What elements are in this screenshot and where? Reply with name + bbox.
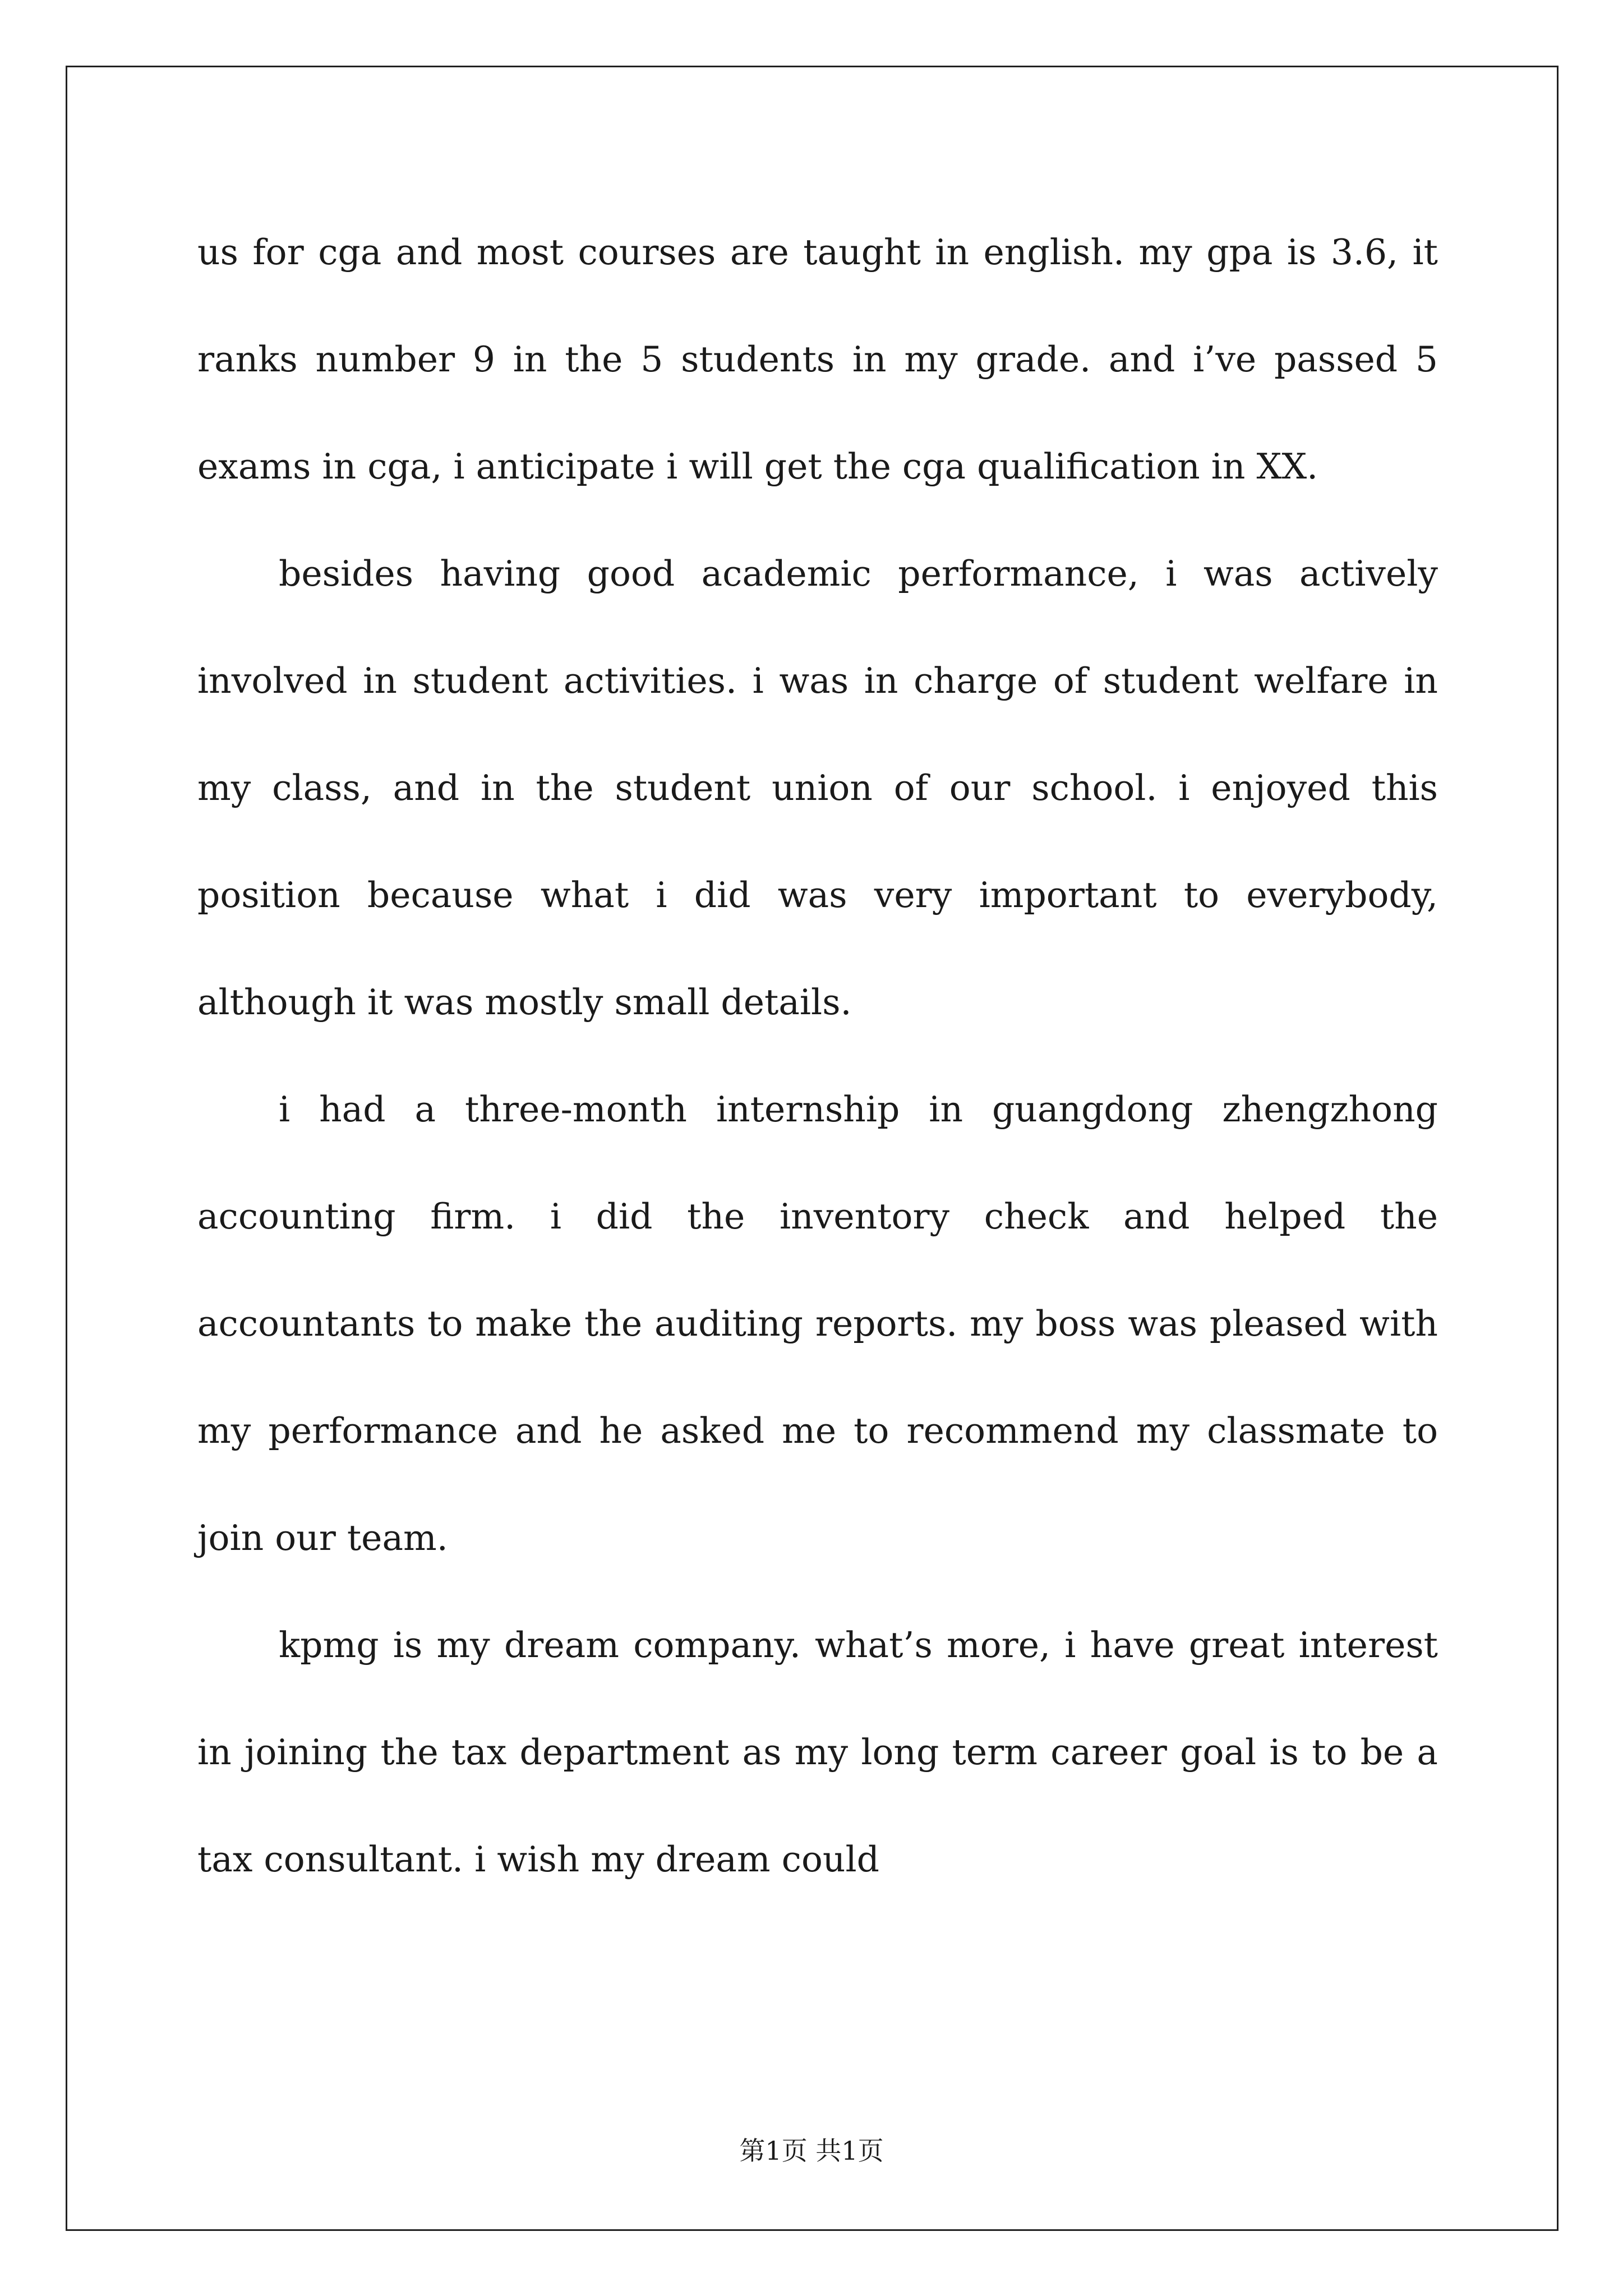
paragraph-2: besides having good academic performance, i was actively involved in student activities. i was in charge of student welfare in my class, and in the student union of our school. i enjoyed this position because what i did was very important to everybody, although it was mostly small details. — [197, 553, 1438, 1023]
paragraph-1: us for cga and most courses are taught in english. my gpa is 3.6, it ranks number 9 in the 5 students in my grade. and i’ve passed 5 exams in cga, i anticipate i will get the cga qualification in XX. — [197, 232, 1438, 487]
page-number-footer: 第1页 共1页 — [739, 2136, 884, 2166]
document-body — [197, 199, 1438, 1913]
paragraph-3: i had a three-month internship in guangdong zhengzhong accounting firm. i did the inventory check and helped the accountants to make the auditing reports. my boss was pleased with my performance and he asked me to recommend my classmate to join our team. — [197, 1089, 1438, 1558]
paragraph-4: kpmg is my dream company. what’s more, i have great interest in joining the tax department as my long term career goal is to be a tax consultant. i wish my dream could — [197, 1625, 1438, 1880]
